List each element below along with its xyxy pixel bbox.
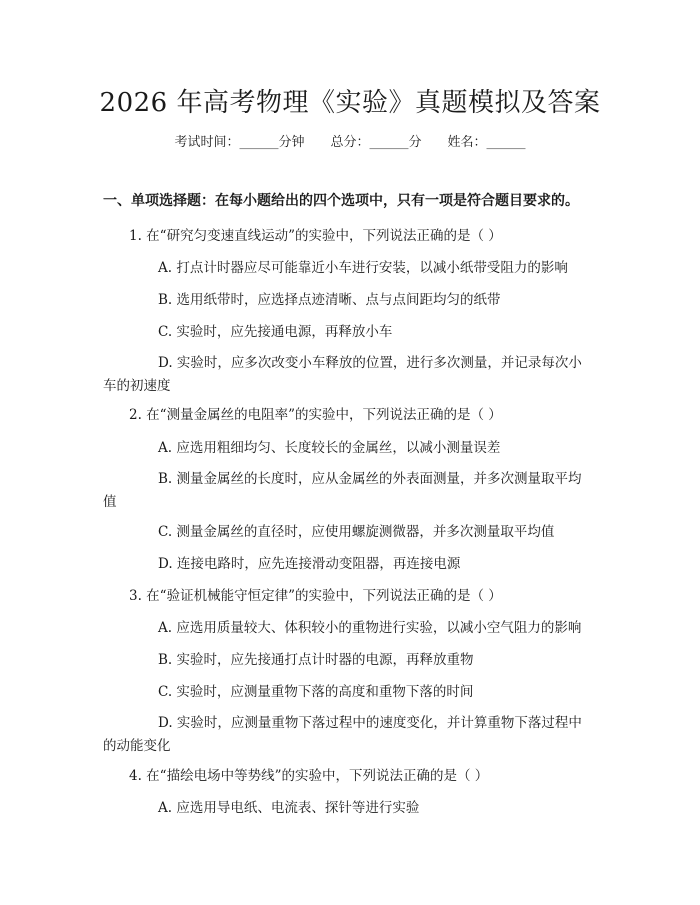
exam-time: 考试时间：______分钟: [174, 135, 305, 150]
question-3-option-d: D. 实验时，应测量重物下落过程中的速度变化，并计算重物下落过程中: [158, 715, 582, 731]
question-2-option-b-cont: 值: [103, 494, 117, 510]
exam-meta: [0, 131, 700, 150]
question-1-option-c: C. 实验时，应先接通电源，再释放小车: [158, 324, 393, 340]
question-2-option-c: C. 测量金属丝的直径时，应使用螺旋测微器，并多次测量取平均值: [158, 524, 555, 540]
question-1-option-a: A. 打点计时器应尽可能靠近小车进行安装，以减小纸带受阻力的影响: [158, 260, 568, 276]
student-name: 姓名：______: [447, 135, 526, 150]
question-3-option-a: A. 应选用质量较大、体积较小的重物进行实验，以减小空气阻力的影响: [158, 620, 582, 636]
page-title: 2026 年高考物理《实验》真题模拟及答案: [99, 88, 601, 118]
question-4-stem: 4. 在“描绘电场中等势线”的实验中，下列说法正确的是（ ）: [129, 768, 489, 784]
question-3-option-c: C. 实验时，应测量重物下落的高度和重物下落的时间: [158, 684, 474, 700]
question-2-stem: 2. 在“测量金属丝的电阻率”的实验中，下列说法正确的是（ ）: [129, 407, 502, 423]
question-1-option-b: B. 选用纸带时，应选择点迹清晰、点与点间距均匀的纸带: [158, 292, 501, 308]
question-2-option-a: A. 应选用粗细均匀、长度较长的金属丝，以减小测量误差: [158, 440, 501, 456]
question-4-option-a: A. 应选用导电纸、电流表、探针等进行实验: [158, 800, 420, 816]
question-1-stem: 1. 在“研究匀变速直线运动”的实验中，下列说法正确的是（ ）: [129, 228, 502, 244]
question-2-option-d: D. 连接电路时，应先连接滑动变阻器，再连接电源: [158, 556, 461, 572]
question-2-option-b: B. 测量金属丝的长度时，应从金属丝的外表面测量，并多次测量取平均: [158, 471, 582, 487]
question-1-option-d-cont: 车的初速度: [103, 378, 171, 394]
question-3-stem: 3. 在“验证机械能守恒定律”的实验中，下列说法正确的是（ ）: [129, 588, 502, 604]
section-heading: 一、单项选择题：在每小题给出的四个选项中，只有一项是符合题目要求的。: [103, 193, 579, 209]
question-1-option-d: D. 实验时，应多次改变小车释放的位置，进行多次测量，并记录每次小: [158, 355, 582, 371]
question-3-option-d-cont: 的动能变化: [103, 738, 171, 754]
question-3-option-b: B. 实验时，应先接通打点计时器的电源，再释放重物: [158, 652, 474, 668]
total-score: 总分：______分: [330, 135, 422, 150]
